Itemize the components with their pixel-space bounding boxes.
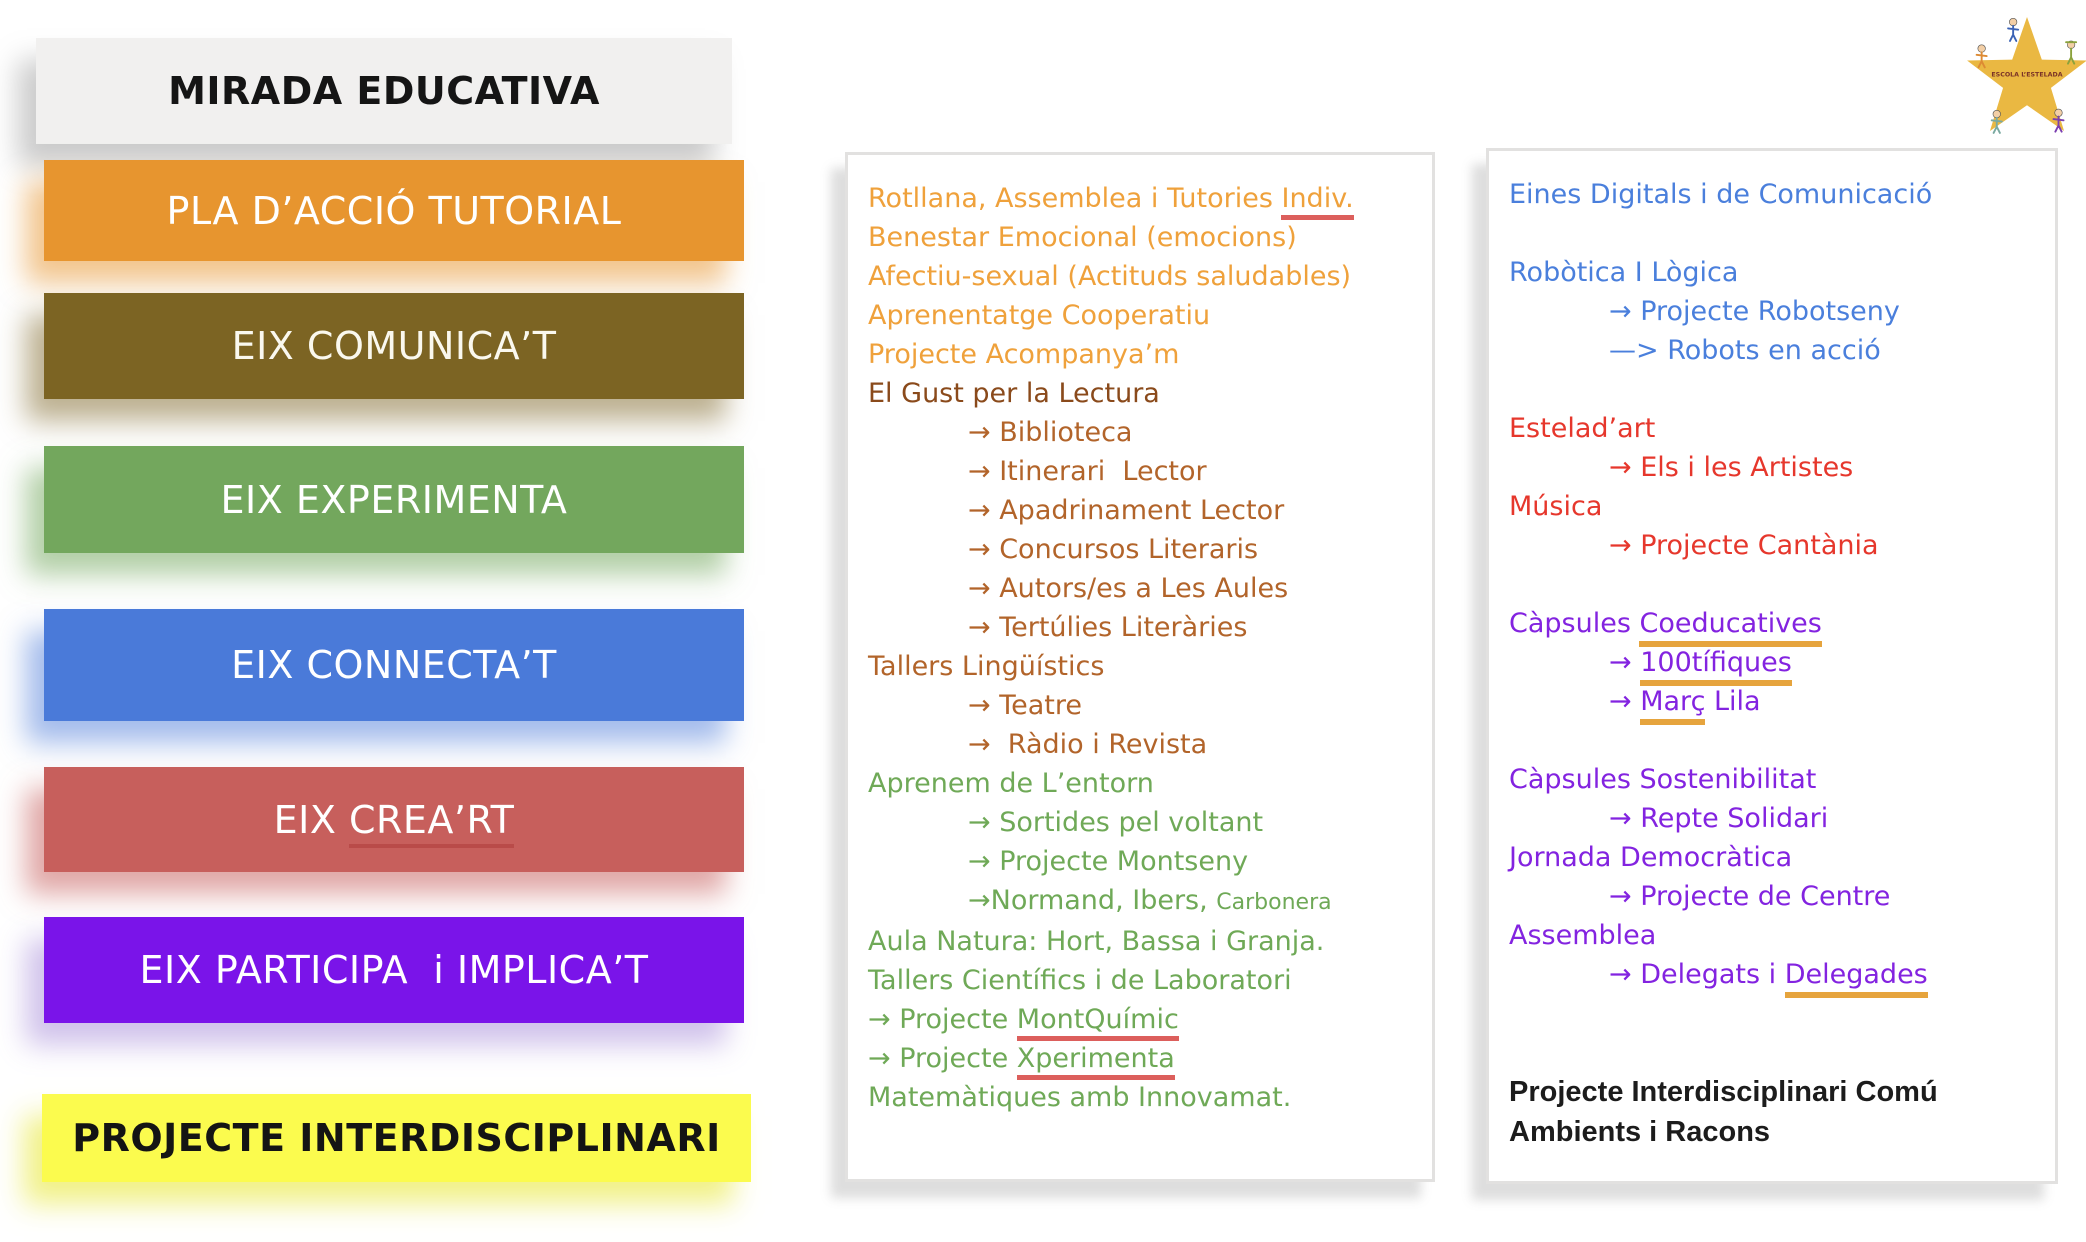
banner-eix-experimenta — [44, 446, 744, 553]
text-line — [868, 335, 1414, 374]
text-line — [868, 1078, 1414, 1117]
text-line — [868, 257, 1414, 296]
banner-label — [167, 189, 622, 233]
text-line — [1509, 448, 2037, 487]
text-line — [868, 1000, 1414, 1039]
text-segment: Projecte Acompanya’m — [868, 339, 1180, 370]
text-segment: Eines Digitals i de Comunicació — [1509, 179, 1933, 210]
text-line — [1509, 682, 2037, 721]
text-segment: → Tertúlies Literàries — [968, 612, 1248, 643]
text-line — [868, 179, 1414, 218]
text-segment: Carbonera — [1216, 890, 1332, 915]
text-segment: Assemblea — [1509, 920, 1657, 951]
text-segment: → Delegats i — [1609, 959, 1785, 990]
text-line — [1509, 955, 2037, 994]
text-line — [868, 530, 1414, 569]
banner-mirada-educativa — [36, 38, 732, 144]
text-segment: → Ràdio i Revista — [968, 729, 1208, 760]
text-line — [868, 608, 1414, 647]
text-line — [1509, 877, 2037, 916]
text-line — [1509, 526, 2037, 565]
text-line — [1509, 721, 2037, 760]
text-segment: MontQuímic — [1017, 1004, 1179, 1041]
text-line — [1509, 331, 2037, 370]
text-line — [868, 218, 1414, 257]
banner-label — [168, 69, 600, 113]
text-segment: Benestar Emocional (emocions) — [868, 222, 1297, 253]
text-segment: Robòtica I Lògica — [1509, 257, 1739, 288]
text-line — [868, 413, 1414, 452]
text-segment: MIRADA EDUCATIVA — [168, 69, 600, 113]
text-segment: Tallers Lingüístics — [868, 651, 1105, 682]
text-segment: → Itinerari Lector — [968, 456, 1207, 487]
text-segment: → — [1609, 647, 1641, 678]
text-line — [868, 842, 1414, 881]
text-segment: → Projecte Robotseny — [1609, 296, 1900, 327]
text-segment: →Normand, Ibers, — [968, 885, 1217, 916]
text-segment: → — [1609, 686, 1641, 717]
text-line — [868, 296, 1414, 335]
star-icon — [1964, 4, 2086, 146]
text-line — [868, 569, 1414, 608]
school-star-logo — [1964, 4, 2086, 146]
text-segment: Jornada Democràtica — [1509, 842, 1793, 873]
text-segment: EIX — [273, 797, 349, 842]
logo-text: ESCOLA L’ESTELADA — [1991, 71, 2063, 79]
text-line — [1509, 604, 2037, 643]
banner-label — [231, 643, 557, 687]
text-line — [1509, 994, 2037, 1033]
text-segment: Rotllana, Assemblea i Tutories — [868, 183, 1282, 214]
text-segment: Aula Natura: Hort, Bassa i Granja. — [868, 926, 1325, 957]
middle-panel — [845, 152, 1435, 1182]
text-segment: Afectiu-sexual (Actituds saludables) — [868, 261, 1352, 292]
text-line — [868, 686, 1414, 725]
text-segment: Càpsules Sostenibilitat — [1509, 764, 1817, 795]
text-segment: Càpsules — [1509, 608, 1640, 639]
banner-eix-creart — [44, 767, 744, 872]
text-segment: EIX EXPERIMENTA — [220, 477, 568, 522]
text-line — [1509, 760, 2037, 799]
text-line — [1509, 370, 2037, 409]
text-segment: EIX PARTICIPA i IMPLICA’T — [139, 948, 649, 992]
text-line — [1509, 292, 2037, 331]
text-segment: Tallers Científics i de Laboratori — [868, 965, 1292, 996]
banner-eix-participa-implicat — [44, 917, 744, 1023]
text-segment: Coeducatives — [1639, 608, 1821, 647]
text-line — [868, 1039, 1414, 1078]
text-segment: → Apadrinament Lector — [968, 495, 1285, 526]
text-line — [1509, 1072, 2037, 1112]
text-line — [1509, 799, 2037, 838]
banner-eix-comunicat — [44, 293, 744, 399]
banner-pla-daccio-tutorial — [44, 160, 744, 261]
text-segment: → Teatre — [968, 690, 1082, 721]
text-segment: Xperimenta — [1017, 1043, 1175, 1080]
text-segment: → Projecte — [868, 1004, 1017, 1035]
text-segment: —> Robots en acció — [1609, 335, 1881, 366]
text-line — [1509, 565, 2037, 604]
banner-label — [221, 478, 568, 522]
text-segment: EIX CONNECTA’T — [231, 643, 557, 687]
text-line — [1509, 253, 2037, 292]
text-line — [868, 452, 1414, 491]
text-segment: Març — [1640, 686, 1705, 725]
text-segment: → Autors/es a Les Aules — [968, 573, 1289, 604]
text-line — [868, 803, 1414, 842]
text-line — [868, 725, 1414, 764]
text-segment: → Projecte de Centre — [1609, 881, 1891, 912]
text-line — [1509, 1033, 2037, 1072]
text-segment: Delegades — [1785, 959, 1928, 998]
text-line — [868, 647, 1414, 686]
text-segment: Matemàtiques amb Innovamat. — [868, 1082, 1292, 1113]
text-line — [1509, 916, 2037, 955]
text-segment: → Projecte Cantània — [1609, 530, 1879, 561]
text-segment: → Projecte — [868, 1043, 1017, 1074]
text-segment: → Biblioteca — [968, 417, 1133, 448]
text-segment: Estelad’art — [1509, 413, 1656, 444]
text-segment: EIX COMUNICA’T — [231, 324, 557, 368]
text-segment: Lila — [1705, 686, 1761, 717]
text-segment: CREA’RT — [349, 798, 514, 848]
text-segment: → Projecte Montseny — [968, 846, 1249, 877]
text-segment: → Concursos Literaris — [968, 534, 1259, 565]
banner-label — [140, 948, 649, 992]
text-line — [868, 881, 1414, 922]
text-line — [1509, 838, 2037, 877]
text-segment: Aprenem de L’entorn — [868, 768, 1154, 799]
banner-label — [232, 324, 557, 368]
banner-projecte-interdisciplinari — [42, 1094, 751, 1182]
banner-label — [274, 798, 515, 842]
text-segment: → Sortides pel voltant — [968, 807, 1264, 838]
text-line — [868, 961, 1414, 1000]
right-panel — [1486, 148, 2058, 1184]
text-line — [1509, 487, 2037, 526]
text-line — [1509, 175, 2037, 214]
text-segment: PROJECTE INTERDISCIPLINARI — [72, 1116, 721, 1160]
text-line — [1509, 1112, 2037, 1152]
text-line — [1509, 643, 2037, 682]
text-segment: → Repte Solidari — [1609, 803, 1829, 834]
text-line — [868, 491, 1414, 530]
text-line — [868, 374, 1414, 413]
text-line — [1509, 409, 2037, 448]
text-segment: 100tífiques — [1640, 647, 1792, 686]
text-segment: → Els i les Artistes — [1609, 452, 1854, 483]
text-segment: Música — [1509, 491, 1603, 522]
text-segment: Ambients i Racons — [1509, 1116, 1771, 1148]
text-segment: Projecte Interdisciplinari Comú — [1509, 1076, 1938, 1108]
text-segment: Aprenentatge Cooperatiu — [868, 300, 1211, 331]
text-line — [868, 764, 1414, 803]
text-segment: Indiv. — [1281, 183, 1353, 220]
banner-eix-connectat — [44, 609, 744, 721]
text-line — [868, 922, 1414, 961]
text-segment: PLA D’ACCIÓ TUTORIAL — [166, 188, 622, 233]
banner-label — [72, 1116, 720, 1160]
text-line — [1509, 214, 2037, 253]
text-segment: El Gust per la Lectura — [868, 378, 1160, 409]
